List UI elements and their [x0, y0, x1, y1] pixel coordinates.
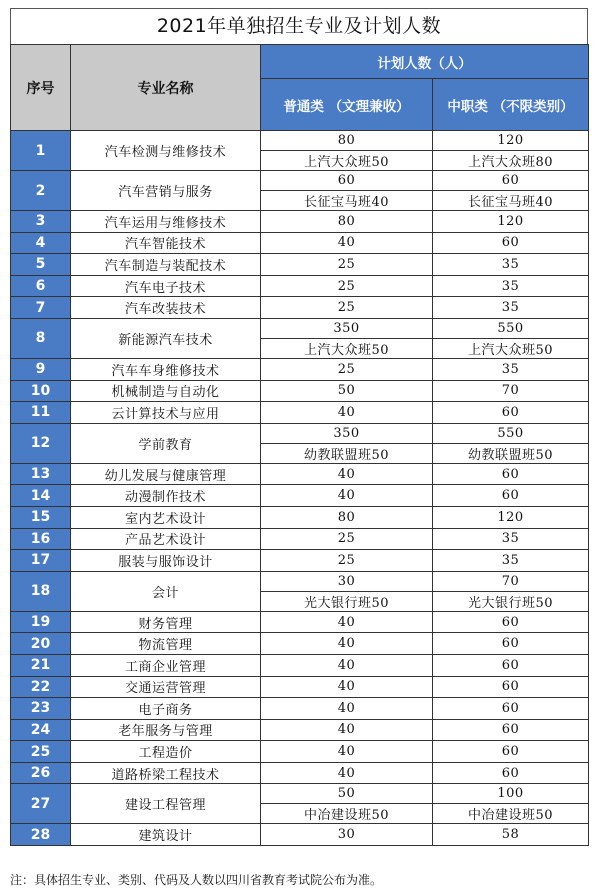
table-row — [11, 318, 589, 338]
major-name: 会计 — [71, 571, 261, 611]
major-name: 工商企业管理 — [71, 654, 261, 676]
general-quota: 40 — [261, 633, 433, 655]
vocational-class-quota: 长征宝马班40 — [433, 191, 589, 211]
general-quota: 80 — [261, 506, 433, 528]
vocational-quota: 35 — [433, 254, 589, 276]
vocational-class-quota: 上汽大众班50 — [433, 338, 589, 358]
vocational-quota: 60 — [433, 402, 589, 424]
row-number: 28 — [11, 824, 71, 846]
header-plan-group: 计划人数（人） — [261, 45, 589, 79]
table-row — [11, 824, 589, 846]
table-row — [11, 423, 589, 443]
table-row — [11, 611, 589, 633]
major-name: 交通运营管理 — [71, 676, 261, 698]
vocational-class-quota: 中冶建设班50 — [433, 804, 589, 824]
general-quota: 40 — [261, 485, 433, 507]
row-number: 5 — [11, 254, 71, 276]
row-number: 1 — [11, 131, 71, 171]
row-number: 9 — [11, 358, 71, 380]
table-row — [11, 741, 589, 763]
major-name: 新能源汽车技术 — [71, 318, 261, 358]
row-number: 20 — [11, 633, 71, 655]
major-name: 汽车营销与服务 — [71, 171, 261, 211]
table-row — [11, 762, 589, 784]
header-vocational: 中职类 （不限类别） — [433, 79, 589, 131]
row-number: 2 — [11, 171, 71, 211]
row-number: 18 — [11, 571, 71, 611]
major-name: 工程造价 — [71, 741, 261, 763]
general-class-quota: 中冶建设班50 — [261, 804, 433, 824]
general-quota: 40 — [261, 741, 433, 763]
row-number: 14 — [11, 485, 71, 507]
row-number: 23 — [11, 698, 71, 720]
row-number: 6 — [11, 275, 71, 297]
vocational-quota: 120 — [433, 131, 589, 151]
general-quota: 25 — [261, 528, 433, 550]
general-quota: 40 — [261, 463, 433, 485]
major-name: 汽车智能技术 — [71, 232, 261, 254]
major-name: 建设工程管理 — [71, 784, 261, 824]
major-name: 云计算技术与应用 — [71, 402, 261, 424]
row-number: 13 — [11, 463, 71, 485]
major-name: 汽车检测与维修技术 — [71, 131, 261, 171]
major-name: 机械制造与自动化 — [71, 380, 261, 402]
general-quota: 30 — [261, 571, 433, 591]
table-row — [11, 297, 589, 319]
row-number: 27 — [11, 784, 71, 824]
vocational-class-quota: 上汽大众班80 — [433, 151, 589, 171]
vocational-quota: 60 — [433, 171, 589, 191]
vocational-quota: 60 — [433, 463, 589, 485]
vocational-class-quota: 幼教联盟班50 — [433, 443, 589, 463]
general-quota: 40 — [261, 232, 433, 254]
major-name: 室内艺术设计 — [71, 506, 261, 528]
general-quota: 350 — [261, 423, 433, 443]
header-general: 普通类 （文理兼收） — [261, 79, 433, 131]
general-quota: 40 — [261, 402, 433, 424]
major-name: 汽车改装技术 — [71, 297, 261, 319]
general-quota: 40 — [261, 762, 433, 784]
general-quota: 30 — [261, 824, 433, 846]
table-row — [11, 254, 589, 276]
row-number: 25 — [11, 741, 71, 763]
vocational-quota: 550 — [433, 423, 589, 443]
general-quota: 40 — [261, 654, 433, 676]
vocational-quota: 60 — [433, 698, 589, 720]
header-seq: 序号 — [11, 45, 71, 131]
major-name: 动漫制作技术 — [71, 485, 261, 507]
table-row — [11, 676, 589, 698]
row-number: 7 — [11, 297, 71, 319]
row-number: 15 — [11, 506, 71, 528]
footnote: 注：具体招生专业、类别、代码及人数以四川省教育考试院公布为准。 — [10, 873, 383, 887]
vocational-quota: 60 — [433, 762, 589, 784]
row-number: 8 — [11, 318, 71, 358]
vocational-quota: 100 — [433, 784, 589, 804]
general-quota: 60 — [261, 171, 433, 191]
general-class-quota: 上汽大众班50 — [261, 338, 433, 358]
general-quota: 25 — [261, 550, 433, 572]
row-number: 22 — [11, 676, 71, 698]
major-name: 汽车电子技术 — [71, 275, 261, 297]
row-number: 10 — [11, 380, 71, 402]
vocational-quota: 35 — [433, 550, 589, 572]
vocational-quota: 60 — [433, 676, 589, 698]
table-title: 2021年单独招生专业及计划人数 — [10, 8, 588, 44]
table-row — [11, 131, 589, 151]
vocational-quota: 550 — [433, 318, 589, 338]
vocational-class-quota: 光大银行班50 — [433, 591, 589, 611]
vocational-quota: 60 — [433, 611, 589, 633]
row-number: 4 — [11, 232, 71, 254]
row-number: 3 — [11, 211, 71, 233]
major-name: 幼儿发展与健康管理 — [71, 463, 261, 485]
general-quota: 50 — [261, 380, 433, 402]
table-row — [11, 171, 589, 191]
major-name: 汽车车身维修技术 — [71, 358, 261, 380]
row-number: 11 — [11, 402, 71, 424]
table-row — [11, 528, 589, 550]
general-quota: 40 — [261, 611, 433, 633]
major-name: 物流管理 — [71, 633, 261, 655]
vocational-quota: 60 — [433, 232, 589, 254]
row-number: 21 — [11, 654, 71, 676]
major-name: 汽车运用与维修技术 — [71, 211, 261, 233]
general-quota: 25 — [261, 297, 433, 319]
vocational-quota: 60 — [433, 741, 589, 763]
row-number: 12 — [11, 423, 71, 463]
vocational-quota: 58 — [433, 824, 589, 846]
table-row — [11, 485, 589, 507]
vocational-quota: 60 — [433, 485, 589, 507]
vocational-quota: 60 — [433, 654, 589, 676]
row-number: 26 — [11, 762, 71, 784]
major-name: 建筑设计 — [71, 824, 261, 846]
major-name: 财务管理 — [71, 611, 261, 633]
major-name: 老年服务与管理 — [71, 719, 261, 741]
table-row — [11, 402, 589, 424]
vocational-quota: 35 — [433, 275, 589, 297]
row-number: 17 — [11, 550, 71, 572]
vocational-quota: 60 — [433, 633, 589, 655]
general-quota: 80 — [261, 131, 433, 151]
table-body — [11, 131, 589, 846]
major-name: 汽车制造与装配技术 — [71, 254, 261, 276]
general-class-quota: 长征宝马班40 — [261, 191, 433, 211]
table-row — [11, 633, 589, 655]
vocational-quota: 35 — [433, 528, 589, 550]
table-row — [11, 275, 589, 297]
general-class-quota: 上汽大众班50 — [261, 151, 433, 171]
vocational-quota: 35 — [433, 297, 589, 319]
header-major: 专业名称 — [71, 45, 261, 131]
general-quota: 50 — [261, 784, 433, 804]
general-quota: 80 — [261, 211, 433, 233]
general-quota: 25 — [261, 254, 433, 276]
table-row — [11, 784, 589, 804]
table-row — [11, 506, 589, 528]
general-quota: 40 — [261, 719, 433, 741]
general-quota: 25 — [261, 358, 433, 380]
general-class-quota: 幼教联盟班50 — [261, 443, 433, 463]
table-row — [11, 719, 589, 741]
major-name: 服装与服饰设计 — [71, 550, 261, 572]
table-row — [11, 463, 589, 485]
table-row — [11, 698, 589, 720]
vocational-quota: 70 — [433, 380, 589, 402]
row-number: 19 — [11, 611, 71, 633]
major-name: 产品艺术设计 — [71, 528, 261, 550]
enrollment-plan-table — [10, 44, 589, 846]
major-name: 学前教育 — [71, 423, 261, 463]
vocational-quota: 120 — [433, 506, 589, 528]
general-quota: 25 — [261, 275, 433, 297]
general-quota: 350 — [261, 318, 433, 338]
vocational-quota: 60 — [433, 719, 589, 741]
table-row — [11, 654, 589, 676]
major-name: 道路桥梁工程技术 — [71, 762, 261, 784]
table-row — [11, 232, 589, 254]
vocational-quota: 120 — [433, 211, 589, 233]
row-number: 16 — [11, 528, 71, 550]
major-name: 电子商务 — [71, 698, 261, 720]
table-row — [11, 358, 589, 380]
table-row — [11, 571, 589, 591]
general-quota: 40 — [261, 676, 433, 698]
general-quota: 40 — [261, 698, 433, 720]
row-number: 24 — [11, 719, 71, 741]
table-row — [11, 380, 589, 402]
general-class-quota: 光大银行班50 — [261, 591, 433, 611]
table-row — [11, 550, 589, 572]
vocational-quota: 35 — [433, 358, 589, 380]
table-row — [11, 211, 589, 233]
vocational-quota: 70 — [433, 571, 589, 591]
